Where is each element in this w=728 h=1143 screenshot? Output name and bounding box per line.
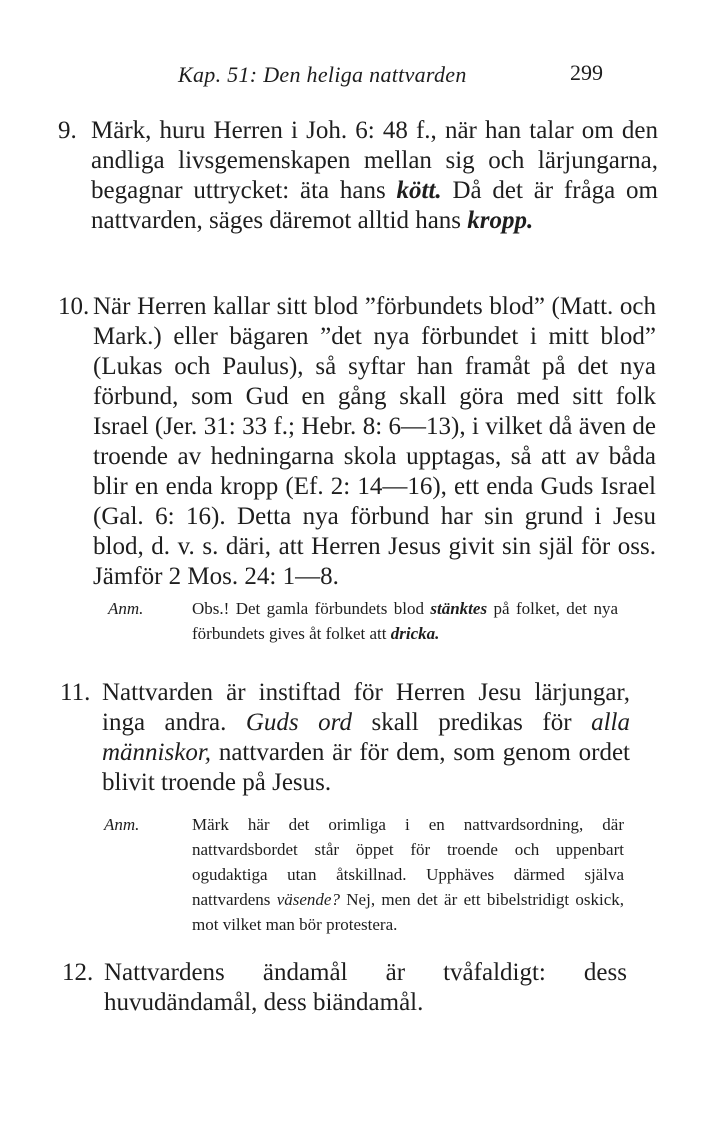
annotation-label: Anm. bbox=[104, 815, 140, 834]
paragraph-text: Märk, huru Herren i Joh. 6: 48 f., när han talar om den andliga livsgemenskapen mellan sig och lärjungarna, begagnar uttrycket: äta hans kött. Då det är fråga om nattvarden, säges däremot alltid hans kropp. bbox=[91, 117, 658, 234]
paragraph-text: När Herren kallar sitt blod ”förbundets blod” (Matt. och Mark.) eller bägaren ”det nya förbundet i mitt blod” (Lukas och Paulus), så syftar han framåt på det nya förbund, som Gud en gång skall göra med sitt folk Israel (Jer. 31: 33 f.; Hebr. 8: 6—13), i vilket då även de troende av hedningarna skola upptagas, så att av båda blir en enda kropp (Ef. 2: 14—16), ett enda Guds Israel (Gal. 6: 16). Detta nya förbund har sin grund i Jesu blod, d. v. s. däri, att Herren Jesus givit sin själ för oss. Jämför 2 Mos. 24: 1—8. bbox=[93, 293, 656, 590]
annotation-text: Märk här det orimliga i en nattvardsordning, där nattvardsbordet står öppet för troende och uppenbart ogudaktiga utan åtskillnad. Upphäves därmed själva nattvardens väsende? Nej, men det är ett bibelstridigt oskick, mot vilket man bör protestera. bbox=[192, 815, 625, 934]
running-title: Kap. 51: Den heliga nattvarden bbox=[178, 62, 467, 87]
paragraph-number: 11. bbox=[60, 679, 91, 706]
paragraph-text: Nattvarden är instiftad för Herren Jesu lärjungar, inga andra. Guds ord skall predikas för alla människor, nattvarden är för dem, som genom ordet blivit troende på Jesus. bbox=[102, 679, 631, 796]
page-header bbox=[0, 62, 728, 92]
annotation-label: Anm. bbox=[108, 599, 144, 618]
paragraph-text: Nattvardens ändamål är tvåfaldigt: dess huvudändamål, dess biändamål. bbox=[104, 959, 627, 1016]
paragraph-number: 10. bbox=[58, 293, 90, 320]
paragraph-number: 12. bbox=[62, 959, 94, 986]
annotation-text: Obs.! Det gamla förbundets blod stänktes på folket, det nya förbundets gives åt folket att dricka. bbox=[192, 599, 618, 643]
page-number: 299 bbox=[570, 60, 603, 85]
paragraph-number: 9. bbox=[58, 117, 77, 144]
